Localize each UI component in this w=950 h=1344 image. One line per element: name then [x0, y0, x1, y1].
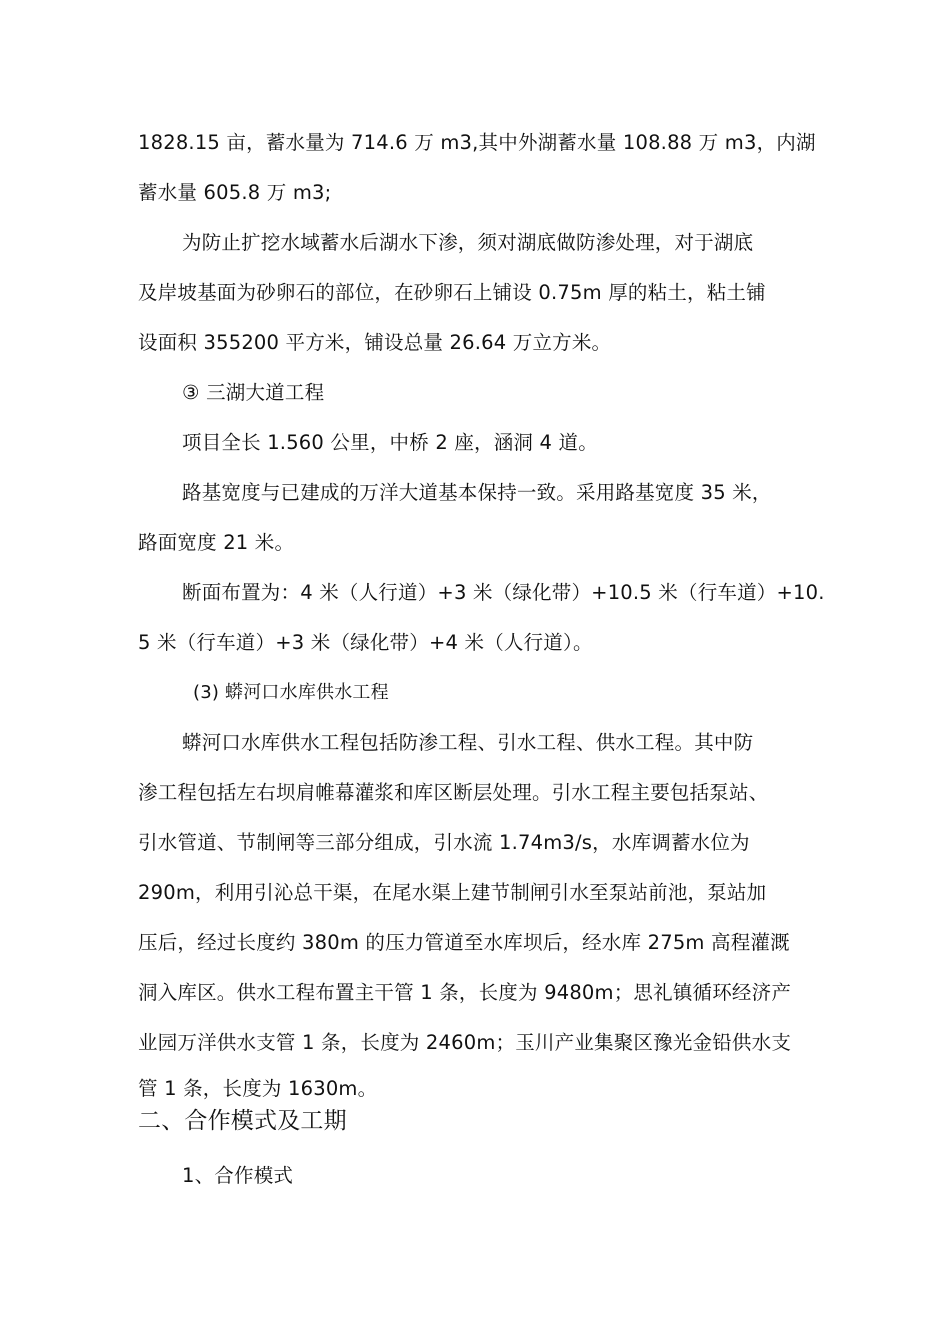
paragraph-line: 项目全长 1.560 公里，中桥 2 座，涵洞 4 道。	[182, 431, 598, 454]
paragraph-line: 290m，利用引沁总干渠，在尾水渠上建节制闸引水至泵站前池，泵站加	[138, 881, 767, 904]
paragraph-line: 断面布置为：4 米（人行道）+3 米（绿化带）+10.5 米（行车道）+10.	[182, 581, 825, 604]
paragraph-line: 业园万洋供水支管 1 条，长度为 2460m；玉川产业集聚区豫光金铅供水支	[138, 1031, 792, 1054]
subsection-title: (3) 蟒河口水库供水工程	[193, 682, 389, 703]
paragraph-line: 路面宽度 21 米。	[138, 531, 295, 554]
paragraph-line: 蓄水量 605.8 万 m3;	[138, 181, 332, 204]
paragraph-line: 洞入库区。供水工程布置主干管 1 条，长度为 9480m；思礼镇循环经济产	[138, 981, 792, 1004]
paragraph-line: 1828.15 亩，蓄水量为 714.6 万 m3,其中外湖蓄水量 108.88 万 m3，内湖	[138, 131, 816, 154]
paragraph-line: 蟒河口水库供水工程包括防渗工程、引水工程、供水工程。其中防	[182, 731, 754, 754]
paragraph-line: 管 1 条，长度为 1630m。	[138, 1077, 378, 1100]
section-heading: 二、合作模式及工期	[138, 1108, 347, 1134]
paragraph-line: 渗工程包括左右坝肩帷幕灌浆和库区断层处理。引水工程主要包括泵站、	[138, 781, 769, 804]
paragraph-line: 压后，经过长度约 380m 的压力管道至水库坝后，经水库 275m 高程灌溉	[138, 931, 790, 954]
subsection-title: 1、合作模式	[182, 1164, 294, 1187]
paragraph-line: 路基宽度与已建成的万洋大道基本保持一致。采用路基宽度 35 米，	[182, 481, 772, 504]
paragraph-line: 为防止扩挖水域蓄水后湖水下渗，须对湖底做防渗处理，对于湖底	[182, 231, 754, 254]
paragraph-line: 设面积 355200 平方米，铺设总量 26.64 万立方米。	[138, 331, 612, 354]
paragraph-line: 5 米（行车道）+3 米（绿化带）+4 米（人行道）。	[138, 631, 593, 654]
paragraph-line: 及岸坡基面为砂卵石的部位，在砂卵石上铺设 0.75m 厚的粘土，粘土铺	[138, 281, 766, 304]
paragraph-line: 引水管道、节制闸等三部分组成，引水流 1.74m3/s，水库调蓄水位为	[138, 831, 750, 854]
subsection-title: ③ 三湖大道工程	[182, 381, 325, 404]
